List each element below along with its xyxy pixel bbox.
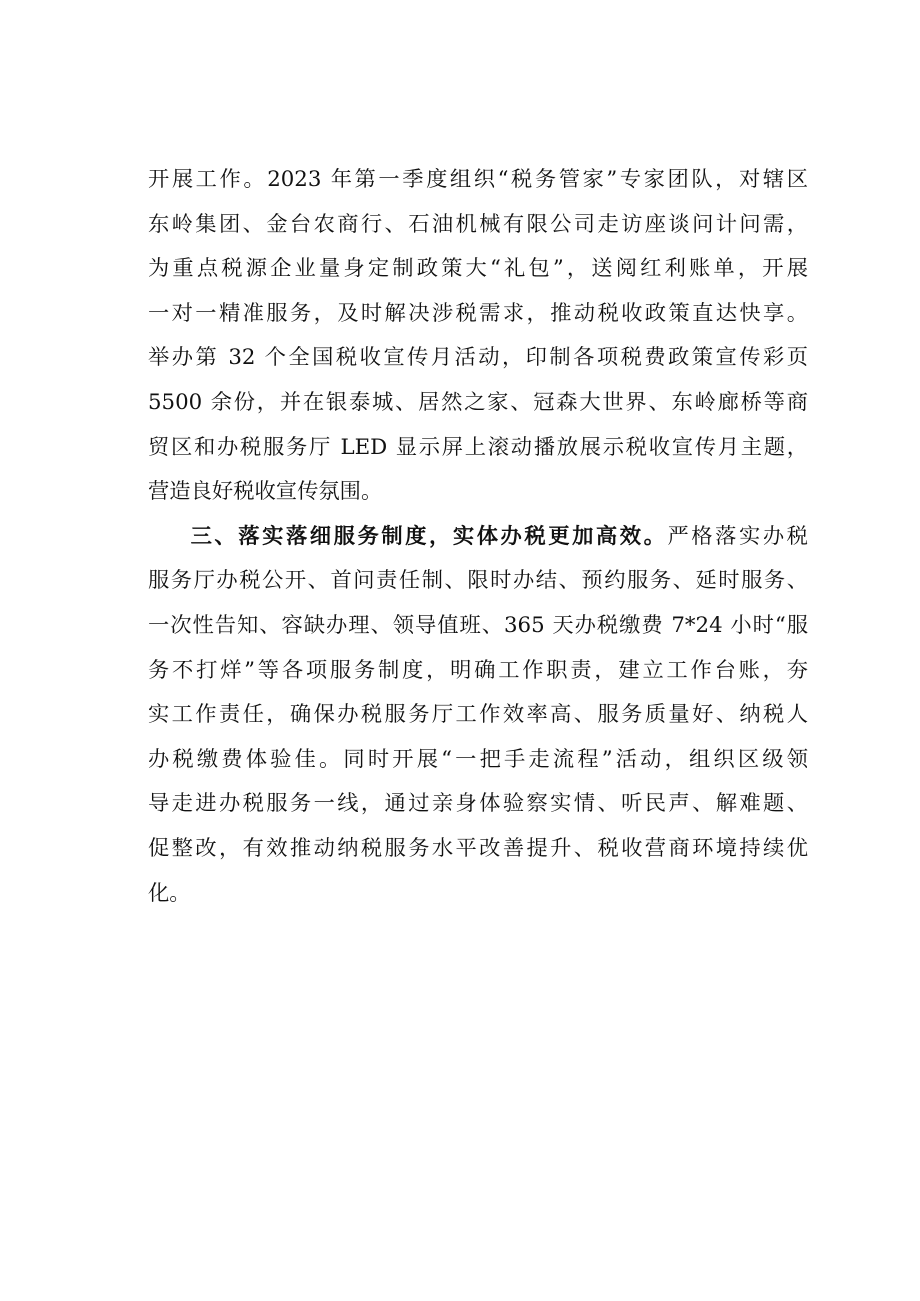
text-line: 实工作责任，确保办税服务厅工作效率高、服务质量好、纳税人 — [148, 702, 808, 728]
section-3-heading: 三、落实落细服务制度，实体办税更加高效。 — [190, 523, 668, 549]
text-line: 5500 余份，并在银泰城、居然之家、冠森大世界、东岭廊桥等商 — [148, 389, 808, 415]
section-3-first-line — [148, 515, 808, 560]
text-line: 促整改，有效推动纳税服务水平改善提升、税收营商环境持续优 — [148, 835, 808, 861]
text-line: 举办第 32 个全国税收宣传月活动，印制各项税费政策宣传彩页 — [148, 345, 808, 371]
text-line: 导走进办税服务一线，通过亲身体验察实情、听民声、解难题、 — [148, 791, 808, 817]
text-line: 服务厅办税公开、首问责任制、限时办结、预约服务、延时服务、 — [148, 568, 808, 594]
text-line: 东岭集团、金台农商行、石油机械有限公司走访座谈问计问需， — [148, 211, 808, 237]
text-line: 务不打烊”等各项服务制度，明确工作职责，建立工作台账，夯 — [148, 657, 808, 683]
text-line: 办税缴费体验佳。同时开展“一把手走流程”活动，组织区级领 — [148, 746, 808, 772]
section-3-first-line-rest: 严格落实办税 — [667, 523, 808, 549]
paragraph-section-3 — [148, 515, 808, 916]
text-line: 为重点税源企业量身定制政策大“礼包”，送阅红利账单，开展 — [148, 256, 808, 282]
text-line: 营造良好税收宣传氛围。 — [148, 479, 383, 505]
paragraph-tax-publicity — [148, 158, 808, 515]
text-line: 化。 — [148, 880, 191, 906]
document-body — [148, 158, 808, 916]
text-line: 开展工作。2023 年第一季度组织“税务管家”专家团队，对辖区 — [148, 167, 808, 192]
text-line: 一对一精准服务，及时解决涉税需求，推动税收政策直达快享。 — [148, 300, 808, 326]
text-line: 一次性告知、容缺办理、领导值班、365 天办税缴费 7*24 小时“服 — [148, 612, 808, 638]
text-line: 贸区和办税服务厅 LED 显示屏上滚动播放展示税收宣传月主题， — [148, 434, 808, 460]
